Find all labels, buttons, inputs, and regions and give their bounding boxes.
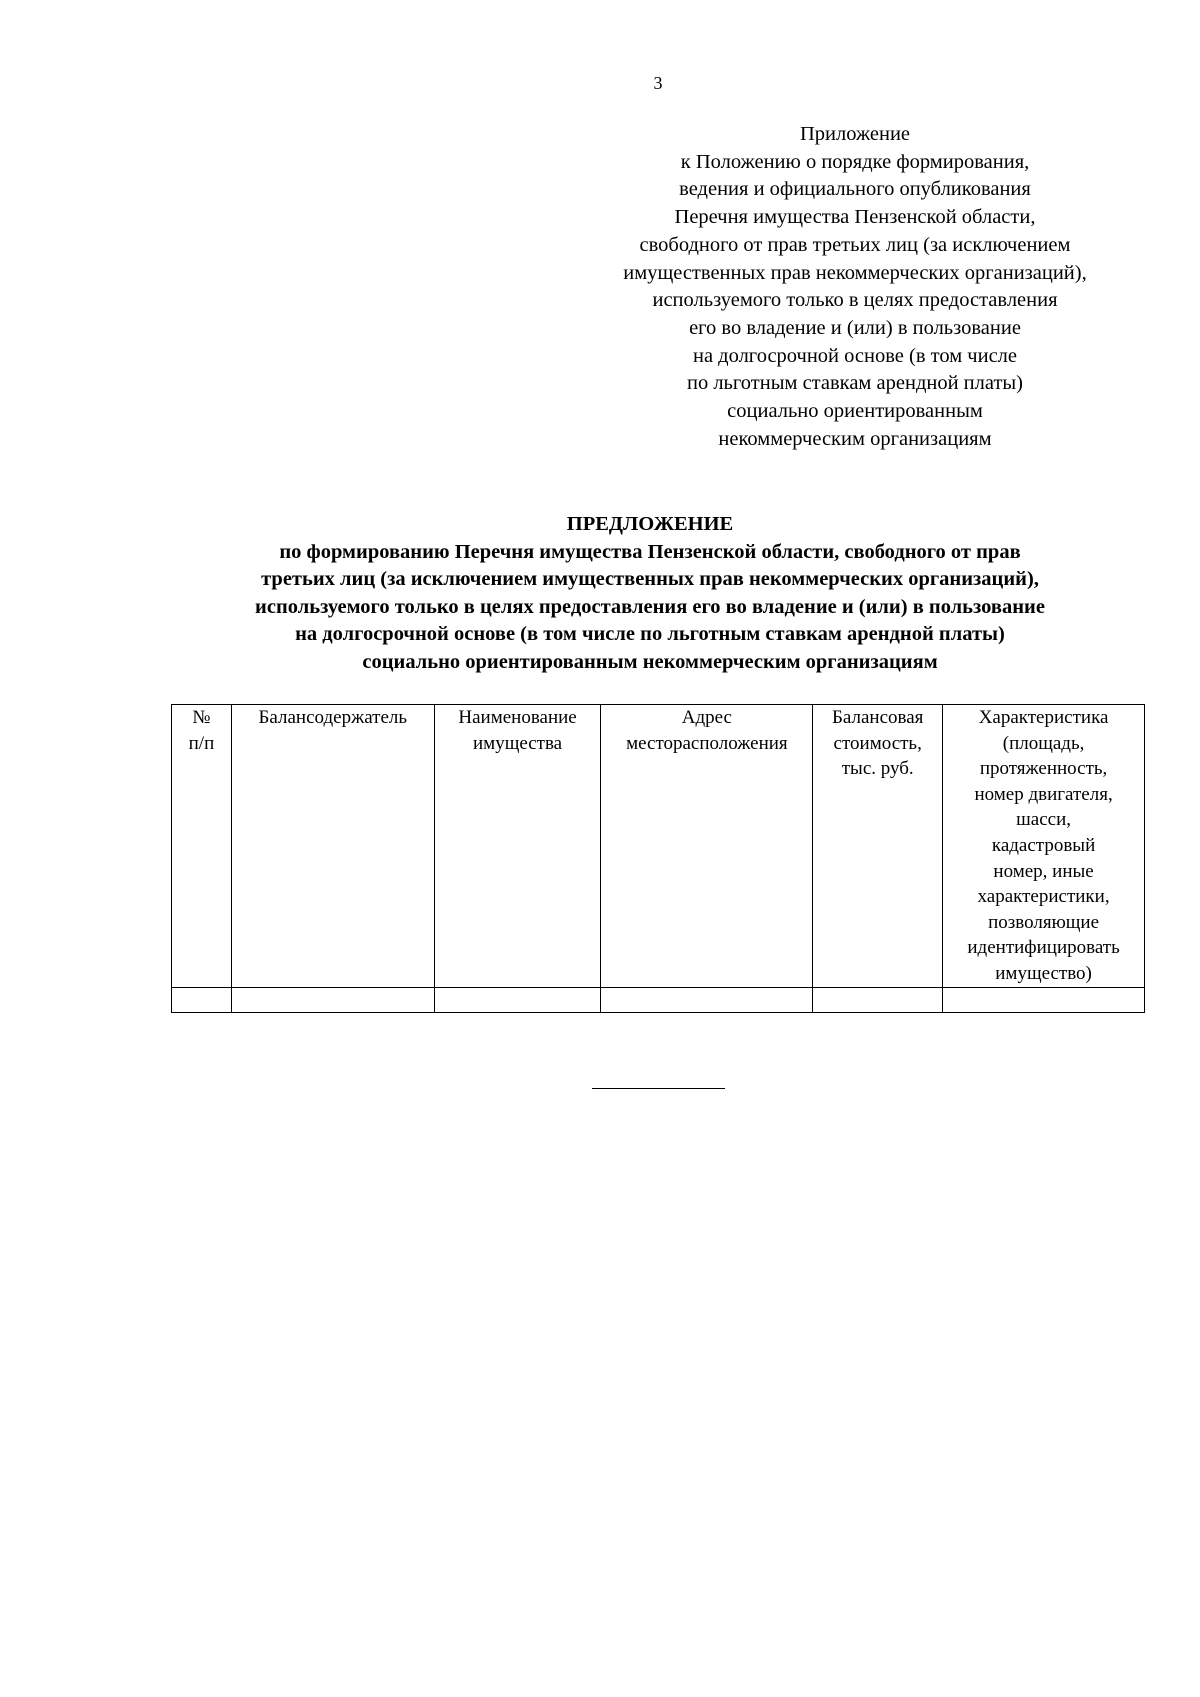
table-cell — [231, 987, 434, 1012]
header-text: шасси, — [1016, 809, 1071, 831]
document-title: ПРЕДЛОЖЕНИЕ — [566, 513, 734, 535]
header-text: номер, иные — [993, 860, 1094, 882]
heading-line: третьих лиц (за исключением имущественных прав некоммерческих организаций), — [261, 568, 1039, 591]
appendix-line: некоммерческим организациям — [718, 427, 992, 450]
col-header-number — [172, 705, 232, 988]
appendix-line: ведения и официального опубликования — [679, 178, 1031, 201]
header-text: номер двигателя, — [974, 783, 1113, 805]
appendix-line: к Положению о порядке формирования, — [680, 150, 1030, 173]
appendix-line: свободного от прав третьих лиц (за исключением — [639, 233, 1071, 256]
header-text: стоимость, — [833, 732, 922, 754]
appendix-line: социально ориентированным — [727, 400, 983, 423]
header-text: позволяющие — [988, 911, 1100, 933]
header-text: Балансовая — [832, 707, 924, 728]
heading-line: на долгосрочной основе (в том числе по льготным ставкам арендной платы) — [295, 623, 1005, 646]
table-cell — [434, 987, 601, 1012]
table-cell — [172, 987, 232, 1012]
appendix-note — [575, 121, 1135, 453]
heading-line: по формированию Перечня имущества Пензенской области, свободного от прав — [279, 540, 1021, 563]
col-header-property-name — [434, 705, 601, 988]
header-text: (площадь, — [1002, 732, 1085, 754]
appendix-line: на долгосрочной основе (в том числе — [692, 344, 1018, 367]
appendix-line: используемого только в целях предоставления — [652, 289, 1058, 312]
header-text: протяженность, — [979, 758, 1108, 780]
appendix-line: Перечня имущества Пензенской области, — [674, 206, 1036, 229]
header-text: п/п — [188, 732, 215, 754]
header-text: Балансодержатель — [258, 707, 408, 728]
header-text: кадастровый — [991, 834, 1096, 856]
table-cell — [943, 987, 1145, 1012]
heading-line: используемого только в целях предоставления его во владение и (или) в пользование — [255, 595, 1045, 618]
col-header-characteristics — [943, 705, 1145, 988]
header-text: месторасположения — [626, 732, 788, 754]
appendix-line: по льготным ставкам арендной платы) — [686, 372, 1024, 395]
end-separator-line — [592, 1088, 725, 1089]
header-text: № — [192, 707, 211, 728]
header-text: Характеристика — [978, 707, 1109, 728]
table-header-row — [172, 705, 1145, 988]
col-header-address — [601, 705, 813, 988]
col-header-book-value — [813, 705, 943, 988]
appendix-line: имущественных прав некоммерческих организаций), — [623, 261, 1087, 284]
document-heading — [150, 511, 1150, 677]
header-text: идентифицировать — [967, 937, 1120, 959]
appendix-line: его во владение и (или) в пользование — [689, 316, 1021, 339]
table-cell — [601, 987, 813, 1012]
header-text: имущества — [473, 732, 563, 754]
table-row — [172, 987, 1145, 1012]
table-cell — [813, 987, 943, 1012]
header-text: имущество) — [995, 962, 1092, 984]
proposal-table — [171, 704, 1145, 1013]
heading-line: социально ориентированным некоммерческим организациям — [362, 650, 938, 673]
header-text: тыс. руб. — [841, 758, 914, 780]
col-header-holder — [231, 705, 434, 988]
page-number: 3 — [653, 73, 663, 93]
header-text: Адрес — [681, 707, 732, 728]
header-text: характеристики, — [977, 886, 1110, 908]
appendix-line: Приложение — [799, 123, 911, 145]
header-text: Наименование — [458, 707, 577, 728]
